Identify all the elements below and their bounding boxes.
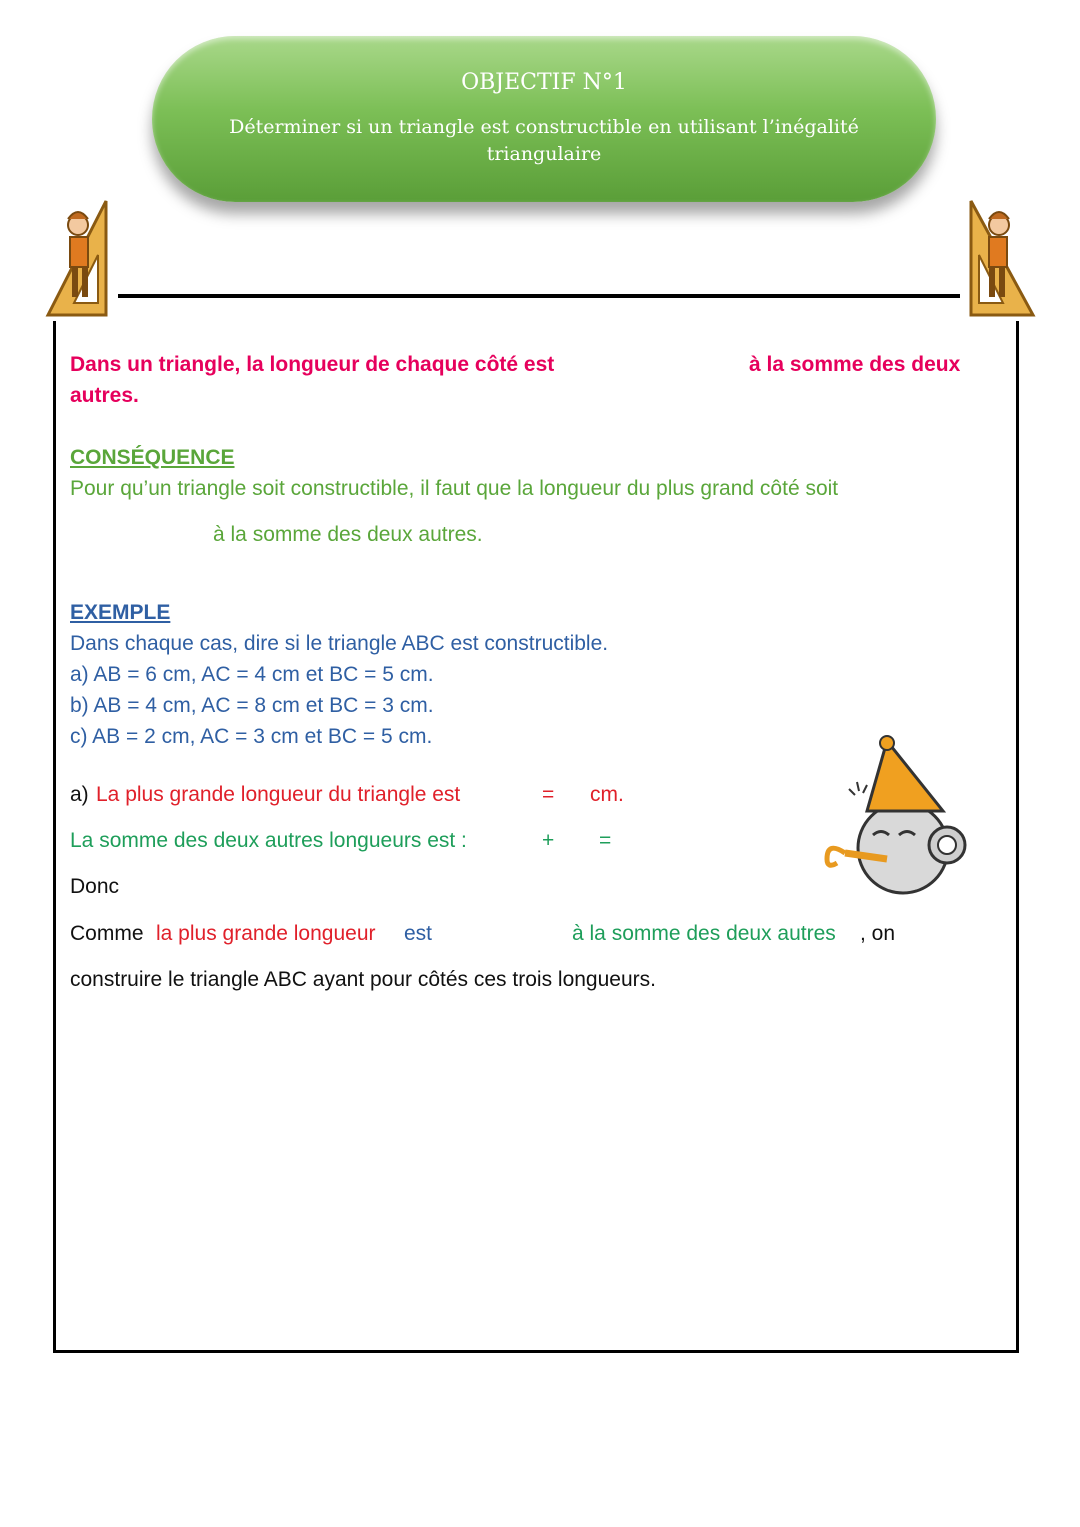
solution-a-equals: =: [542, 783, 555, 806]
consequence-line2: à la somme des deux autres.: [213, 523, 483, 546]
solution-sum-equals: =: [599, 829, 612, 852]
rule-part3: autres.: [70, 384, 139, 407]
horizontal-rule: [118, 294, 960, 298]
party-mascot-icon: [815, 733, 975, 903]
rule-part1: Dans un triangle, la longueur de chaque côté est: [70, 353, 555, 376]
solution-comme: Comme: [70, 922, 144, 945]
example-case-c: c) AB = 2 cm, AC = 3 cm et BC = 5 cm.: [70, 725, 433, 748]
solution-last-line: construire le triangle ABC ayant pour côtés ces trois longueurs.: [70, 968, 656, 991]
set-square-character-icon: [967, 193, 1037, 318]
example-case-b: b) AB = 4 cm, AC = 8 cm et BC = 3 cm.: [70, 694, 434, 717]
objective-banner: [152, 36, 936, 202]
solution-somme: à la somme des deux autres: [572, 922, 836, 945]
example-intro: Dans chaque cas, dire si le triangle ABC est constructible.: [70, 632, 609, 655]
example-heading: EXEMPLE: [70, 601, 171, 624]
solution-a-text: La plus grande longueur du triangle est: [96, 783, 461, 806]
consequence-line1: Pour qu’un triangle soit constructible, il faut que la longueur du plus grand côté soit: [70, 477, 839, 500]
solution-donc: Donc: [70, 875, 120, 898]
solution-est: est: [404, 922, 433, 945]
solution-a-unit: cm.: [590, 783, 624, 806]
set-square-character-icon: [40, 193, 110, 318]
consequence-heading: CONSÉQUENCE: [70, 446, 235, 469]
solution-comma-on: , on: [860, 922, 896, 945]
example-case-a: a) AB = 6 cm, AC = 4 cm et BC = 5 cm.: [70, 663, 434, 686]
solution-a-prefix: a): [70, 783, 89, 806]
rule-part2: à la somme des deux: [749, 353, 961, 376]
banner-subtitle: Déterminer si un triangle est constructible en utilisant l’inégalité triangulaire: [229, 116, 859, 165]
solution-sum-text: La somme des deux autres longueurs est :: [70, 829, 467, 852]
solution-lpgl: la plus grande longueur: [156, 922, 376, 945]
banner-title: OBJECTIF N°1: [461, 70, 627, 95]
solution-sum-plus: +: [542, 829, 555, 852]
